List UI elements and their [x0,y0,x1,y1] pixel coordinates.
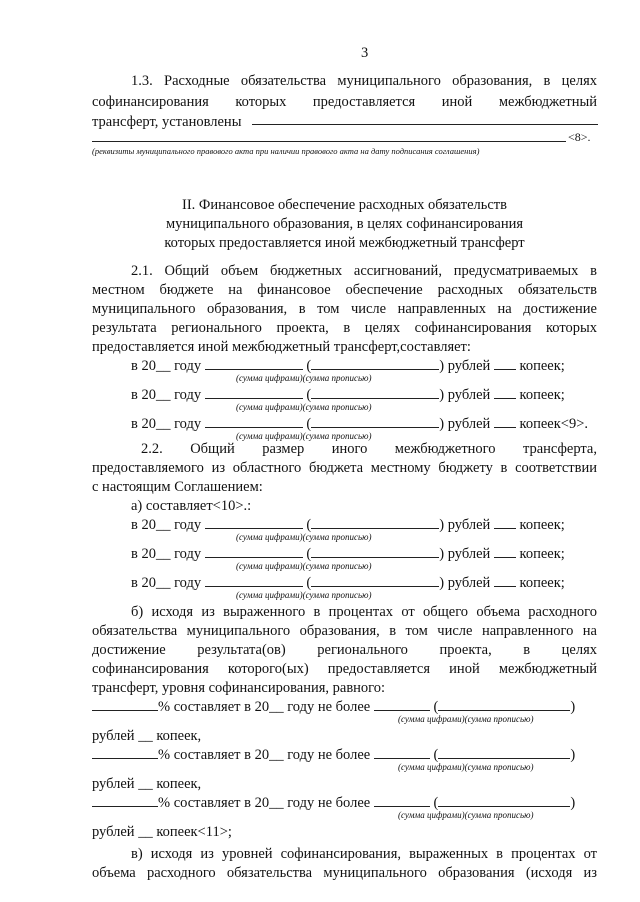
kop-label: копеек; [519,387,565,403]
paren-open: ( [306,416,312,432]
rub-label: ) рублей [439,358,491,374]
blank-line [252,124,598,125]
s13-line3: трансферт, установлены [92,114,242,130]
s13-line2: софинансирования которых предоставляется иной межбюджетный [92,94,597,110]
sum-words-blank [311,415,439,428]
s21-line4: результата регионального проекта, в целях софинансирования которых [92,320,597,336]
kop-blank [494,386,516,399]
caption-figures: (сумма цифрами) [236,590,303,600]
sum-figures-blank [374,794,430,807]
rub-label: ) рублей [439,546,491,562]
s21-line3: муниципального образования, в том числе направленных на достижение [92,301,597,317]
amount-caption [236,561,371,572]
sum-figures-blank [205,357,303,370]
sum-words-blank [311,357,439,370]
sum-words-blank [438,794,570,807]
kop-label: копеек; [519,575,565,591]
kop-blank [494,574,516,587]
s22-line1: 2.2. Общий размер иного межбюджетного трансферта, [141,441,597,457]
amount-caption [236,373,371,384]
caption-figures: (сумма цифрами) [236,431,303,441]
footnote-ref: <8>. [568,130,591,144]
b-line1: б) исходя из выраженного в процентах от общего объема расходного [131,604,597,620]
blank-line [92,141,566,142]
caption-figures: (сумма цифрами) [236,532,303,542]
sum-words-blank [311,574,439,587]
s21-line1: 2.1. Общий объем бюджетных ассигнований, предусматриваемых в [131,263,597,279]
s21-line2: местном бюджете на финансовое обеспечение расходных обязательств [92,282,597,298]
percent-text: % составляет в 20__ году не более [158,795,371,811]
percent-blank [92,698,158,711]
sum-figures-blank [205,516,303,529]
s21-line5: предоставляется иной межбюджетный трансферт,составляет: [92,339,471,355]
paren-open: ( [306,517,312,533]
paren-open: ( [306,358,312,374]
rub-label: ) рублей [439,517,491,533]
sum-words-blank [311,516,439,529]
year-label: в 20__ году [131,387,202,403]
percent-blank [92,794,158,807]
sum-figures-blank [374,698,430,711]
b-line5: трансферт, уровня софинансирования, равного: [92,680,386,696]
sum-words-blank [438,746,570,759]
section-heading-line3: которых предоставляется иной межбюджетный трансферт [164,235,525,251]
paren-open: ( [433,699,439,715]
sum-figures-blank [205,574,303,587]
kop-blank [494,516,516,529]
kop-blank [494,545,516,558]
section-heading-line2: муниципального образования, в целях софинансирования [165,216,524,232]
rub-kop-line: рублей __ копеек<11>; [92,824,232,840]
percent-text: % составляет в 20__ году не более [158,747,371,763]
page-number: 3 [361,45,369,61]
s13-caption: (реквизиты муниципального правового акта при наличии правового акта на дату подписания соглашения) [92,146,480,156]
b-line2: обязательства муниципального образования, в том числе направленного на [92,623,597,639]
v-line1: в) исходя из уровней софинансирования, выраженных в процентах от [131,846,597,862]
year-label: в 20__ году [131,358,202,374]
sum-words-blank [311,545,439,558]
amount-caption [236,590,371,601]
caption-words: (сумма прописью) [302,373,372,383]
percent-row: % составляет в 20__ году не более ( ) [92,794,597,812]
caption-words: (сумма прописью) [302,402,372,412]
percent-text: % составляет в 20__ году не более [158,699,371,715]
rub-label: ) рублей [439,387,491,403]
sum-words-blank [438,698,570,711]
s22-line3: с настоящим Соглашением: [92,479,263,495]
kop-label: копеек; [519,358,565,374]
b-line4: софинансирования которого(ых) предоставляется иной межбюджетный [92,661,597,677]
paren-open: ( [306,575,312,591]
rub-kop-line: рублей __ копеек, [92,728,202,744]
rub-kop-line: рублей __ копеек, [92,776,202,792]
kop-label: копеек; [519,517,565,533]
s22-a: а) составляет<10>.: [131,498,252,514]
percent-caption: (сумма цифрами)(сумма прописью) [398,810,534,820]
year-label: в 20__ году [131,416,202,432]
percent-row: % составляет в 20__ году не более ( ) [92,746,597,764]
section-heading-line1: II. Финансовое обеспечение расходных обязательств [182,197,507,213]
sum-figures-blank [205,545,303,558]
sum-figures-blank [205,386,303,399]
paren-open: ( [306,387,312,403]
rub-label: ) рублей [439,575,491,591]
year-label: в 20__ году [131,517,202,533]
rub-label: ) рублей [439,416,491,432]
s13-line1: 1.3. Расходные обязательства муниципального образования, в целях [131,73,597,89]
caption-figures: (сумма цифрами) [236,561,303,571]
kop-label: копеек<9>. [519,416,588,432]
sum-figures-blank [374,746,430,759]
sum-words-blank [311,386,439,399]
kop-blank [494,357,516,370]
percent-blank [92,746,158,759]
year-label: в 20__ году [131,546,202,562]
percent-caption: (сумма цифрами)(сумма прописью) [398,714,534,724]
year-label: в 20__ году [131,575,202,591]
paren-open: ( [306,546,312,562]
caption-figures: (сумма цифрами) [236,373,303,383]
sum-figures-blank [205,415,303,428]
paren-open: ( [433,747,439,763]
caption-words: (сумма прописью) [302,590,372,600]
percent-row: % составляет в 20__ году не более ( ) [92,698,597,716]
amount-caption [236,402,371,413]
b-line3: достижение результата(ов) регионального проекта, в целях [92,642,597,658]
v-line2: объема расходного обязательства муниципального образования (исходя из [92,865,597,881]
s22-line2: предоставляемого из областного бюджета местному бюджету в соответствии [92,460,597,476]
caption-words: (сумма прописью) [302,561,372,571]
caption-words: (сумма прописью) [302,532,372,542]
kop-blank [494,415,516,428]
caption-words: (сумма прописью) [302,431,372,441]
kop-label: копеек; [519,546,565,562]
percent-caption: (сумма цифрами)(сумма прописью) [398,762,534,772]
caption-figures: (сумма цифрами) [236,402,303,412]
paren-open: ( [433,795,439,811]
amount-caption [236,532,371,543]
